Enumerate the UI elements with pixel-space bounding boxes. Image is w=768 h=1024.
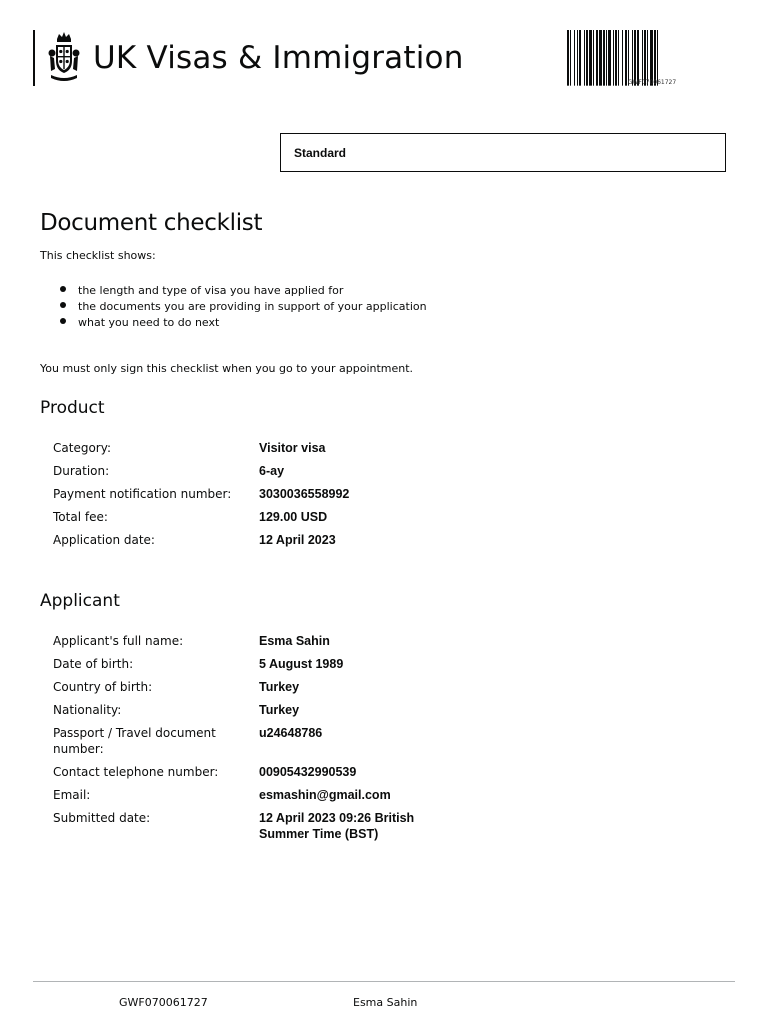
applicant-row-passport-number [53, 725, 453, 764]
detail-value: Turkey [259, 680, 300, 694]
standard-box [280, 133, 726, 172]
page-title: Document checklist [40, 210, 263, 236]
applicant-row-email [53, 787, 453, 810]
applicant-row-submitted-date [53, 810, 453, 850]
detail-value: 129.00 USD [259, 510, 328, 524]
detail-value: Visitor visa [259, 441, 326, 455]
bullet-item: what you need to do next [40, 316, 427, 332]
detail-label: Payment notification number: [53, 487, 232, 501]
product-row-application-date [53, 532, 453, 555]
detail-label: Submitted date: [53, 811, 151, 825]
detail-value: 12 April 2023 [259, 533, 336, 547]
detail-value: 12 April 2023 09:26 British Summer Time (BST) [259, 811, 415, 841]
detail-label: Total fee: [53, 510, 108, 524]
detail-value: Esma Sahin [259, 634, 330, 648]
product-row-category [53, 440, 453, 463]
barcode-number: GWF070061727 [627, 79, 677, 86]
detail-label: Duration: [53, 464, 110, 478]
applicant-row-nationality [53, 702, 453, 725]
product-row-total-fee [53, 509, 453, 532]
sign-notice: You must only sign this checklist when you go to your appointment. [40, 362, 414, 375]
royal-coat-of-arms-icon [47, 31, 81, 85]
detail-value: 6-ay [259, 464, 285, 478]
detail-label: Country of birth: [53, 680, 153, 694]
brand-title: UK Visas & Immigration [93, 40, 464, 76]
detail-value: 5 August 1989 [259, 657, 344, 671]
bullet-list [40, 284, 427, 332]
intro-text: This checklist shows: [40, 249, 156, 262]
detail-label: Nationality: [53, 703, 122, 717]
footer-reference: GWF070061727 [119, 996, 208, 1009]
detail-label: Application date: [53, 533, 155, 547]
applicant-row-full-name [53, 633, 453, 656]
detail-label: Category: [53, 441, 111, 455]
header [33, 30, 464, 86]
applicant-row-telephone [53, 764, 453, 787]
footer-applicant-name: Esma Sahin [353, 996, 418, 1009]
detail-value: 3030036558992 [259, 487, 350, 501]
product-row-payment-number [53, 486, 453, 509]
product-details [53, 440, 453, 555]
product-heading: Product [40, 398, 105, 418]
standard-label: Standard [294, 145, 347, 160]
detail-value: Turkey [259, 703, 300, 717]
detail-label: Applicant's full name: [53, 634, 184, 648]
detail-label: Date of birth: [53, 657, 134, 671]
detail-label: Email: [53, 788, 91, 802]
detail-label: Contact telephone number: [53, 765, 219, 779]
applicant-heading: Applicant [40, 591, 120, 611]
detail-label: Passport / Travel document number: [53, 726, 216, 756]
applicant-row-date-of-birth [53, 656, 453, 679]
header-rule [33, 30, 35, 86]
bullet-item: the documents you are providing in support of your application [40, 300, 427, 316]
detail-value: 00905432990539 [259, 765, 357, 779]
detail-value: u24648786 [259, 726, 323, 740]
applicant-row-country-of-birth [53, 679, 453, 702]
product-row-duration [53, 463, 453, 486]
footer-divider [33, 981, 735, 982]
detail-value: esmashin@gmail.com [259, 788, 391, 802]
bullet-item: the length and type of visa you have applied for [40, 284, 427, 300]
applicant-details [53, 633, 453, 850]
